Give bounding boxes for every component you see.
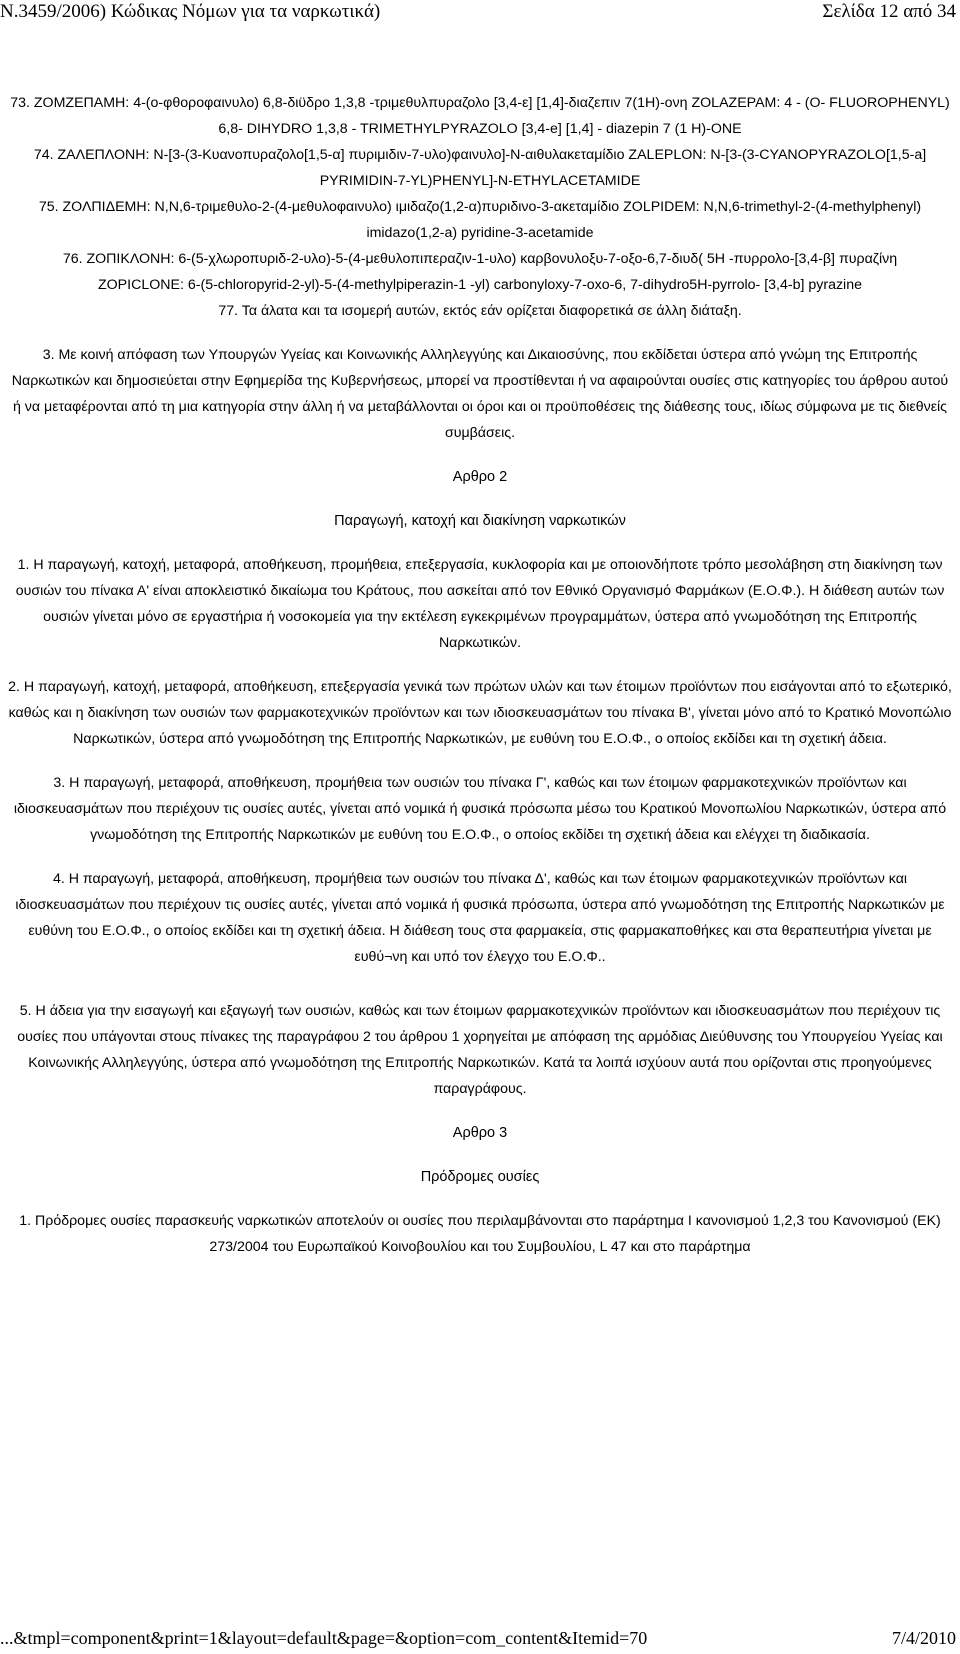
article-2-paragraph-4: 4. Η παραγωγή, μεταφορά, αποθήκευση, προμήθεια των ουσιών του πίνακα Δ', καθώς και των έτοιμων φαρμακοτεχνικών προϊόντων και ιδιοσκευασμάτων που περιέχουν τις ουσίες αυτές, γίνεται από νομικά ή φυσικά πρόσωπα, ύστερα από γνωμοδότηση της Επιτροπής Ναρκωτικών με ευθύνη του Ε.Ο.Φ., ο οποίος εκδίδει και τη σχετική άδεια. Η διάθεση τους στα φαρμακεία, στις φαρμακαποθήκες και στα θεραπευτήρια γίνεται με ευθύ¬νη και υπό τον έλεγχο του Ε.Ο.Φ.. <box>15 871 945 965</box>
paragraph-3: 3. Με κοινή απόφαση των Υπουργών Υγείας και Κοινωνικής Αλληλεγγύης και Δικαιοσύνης, που εκδίδεται ύστερα από γνώμη της Επιτροπής Ναρκωτικών και δημοσιεύεται στην Εφημερίδα της Κυβερνήσεως, μπορεί να προστίθενται ή να αφαιρούνται ουσίες στις κατηγορίες του άρθρου αυτού ή να μεταφέρονται από τη μια κατηγορία στην άλλη ή να μεταβάλλονται οι όροι και οι προϋποθέσεις της διάθεσης τους, ιδίως σύμφωνα με τις διεθνείς συμβάσεις. <box>11 347 949 441</box>
page-url: ...&tmpl=component&print=1&layout=default&page=&option=com_content&Itemid=70 <box>0 1628 648 1648</box>
page-header <box>0 0 960 30</box>
substance-75: 75. ΖΟΛΠΙΔΕΜΗ: Ν,Ν,6-τριμεθυλο-2-(4-μεθυλοφαινυλο) ιμιδαζο(1,2-α)πυριδινο-3-ακεταμίδιο ZOLPIDEM: N,N,6-trimethyl-2-(4-methylphenyl) imidazo(1,2-a) pyridine-3-acetamide <box>38 199 922 241</box>
article-2-paragraph-3: 3. Η παραγωγή, μεταφορά, αποθήκευση, προμήθεια των ουσιών του πίνακα Γ', καθώς και των έτοιμων φαρμακοτεχνικών προϊόντων και ιδιοσκευασμάτων που περιέχουν τις ουσίες αυτές, γίνεται από νομικά ή φυσικά πρόσωπα μέσω του Κρατικού Μονοπωλίου Ναρκωτικών, ύστερα από γνωμοδότηση της Επιτροπής Ναρκωτικών με ευθύνη του Ε.Ο.Φ., ο οποίος εκδίδει τη σχετική άδεια και ελέγχει τη διαδικασία. <box>13 775 947 843</box>
article-3-title: Αρθρο 3 <box>452 1125 508 1141</box>
substance-73: 73. ΖΟΜΖΕΠΑΜΗ: 4-(ο-φθοροφαινυλο) 6,8-διϋδρο 1,3,8 -τριμεθυλπυραζολο [3,4-ε] [1,4]-διαζεπιν 7(1Η)-ονη ZOLAZEPAM: 4 - (O- FLUOROPHENYL) 6,8- DIHYDRO 1,3,8 - TRIMETHYLPYRAZOLO [3,4-e] [1,4] - diazepin 7 (1 H)-ONE <box>10 95 950 137</box>
page-number: Σελίδα 12 από 34 <box>822 1 956 22</box>
document-title: N.3459/2006) Κώδικας Νόμων για τα ναρκωτικά) <box>0 1 381 22</box>
article-3-subtitle: Πρόδρομες ουσίες <box>420 1169 540 1185</box>
substance-76: 76. ΖΟΠΙΚΛΟΝΗ: 6-(5-χλωροπυριδ-2-υλο)-5-(4-μεθυλοπιπεραζιν-1-υλο) καρβονυλοξυ-7-οξο-6,7-διυδ( 5Η -πυρρολο-[3,4-β] πυραζίνη <box>62 251 898 267</box>
document-body <box>6 90 954 1260</box>
article-2-subtitle: Παραγωγή, κατοχή και διακίνηση ναρκωτικών <box>334 513 626 529</box>
substance-76-english: ZOPICLONE: 6-(5-chloropyrid-2-yl)-5-(4-methylpiperazin-1 -yl) carbonyloxy-7-oxo-6, 7-dihydro5H-pyrrolo- [3,4-b] pyrazine <box>97 277 862 293</box>
article-2-paragraph-5: 5. Η άδεια για την εισαγωγή και εξαγωγή των ουσιών, καθώς και των έτοιμων φαρμακοτεχνικών προϊόντων και ιδιοσκευασμάτων που περιέχουν τις ουσίες που υπάγονται στους πίνακες της παραγράφου 2 του άρθρου 1 χορηγείται με απόφαση της αρμόδιας Διεύθυνσης του Υπουργείου Υγείας και Κοινωνικής Αλληλεγγύης, ύστερα από γνωμοδότηση της Επιτροπής Ναρκωτικών. Κατά τα λοιπά ισχύουν αυτά που ορίζονται στις προηγούμενες παραγράφους. <box>17 1003 943 1097</box>
article-2-title: Αρθρο 2 <box>452 469 508 485</box>
print-date: 7/4/2010 <box>891 1628 956 1648</box>
article-2-paragraph-2: 2. Η παραγωγή, κατοχή, μεταφορά, αποθήκευση, επεξεργασία γενικά των πρώτων υλών και των έτοιμων προϊόντων που εισάγονται από το εξωτερικό, καθώς και η διακίνηση των ουσιών των φαρμακοτεχνικών προϊόντων και των ιδιοσκευασμάτων του πίνακα Β', γίνεται μόνο από το Κρατικό Μονοπώλιο Ναρκωτικών, ύστερα από γνωμοδότηση της Επιτροπής Ναρκωτικών, με ευθύνη του Ε.Ο.Φ., ο οποίος εκδίδει και τη σχετική άδεια. <box>8 679 952 747</box>
article-2-paragraph-1: 1. Η παραγωγή, κατοχή, μεταφορά, αποθήκευση, προμήθεια, επεξεργασία, κυκλοφορία και με οποιονδήποτε τρόπο μεσολάβηση στη διακίνηση των ουσιών του πίνακα Α' είναι αποκλειστικό δικαίωμα του Κράτους, που ασκείται από τον Εθνικό Οργανισμό Φαρμάκων (Ε.Ο.Φ.). Η διάθεση αυτών των ουσιών γίνεται μόνο σε εργαστήρια ή νοσοκομεία για την εκτέλεση εγκεκριμένων προγραμμάτων, ύστερα από γνωμοδότηση της Επιτροπής Ναρκωτικών. <box>15 557 945 651</box>
substance-77: 77. Τα άλατα και τα ισομερή αυτών, εκτός εάν ορίζεται διαφορετικά σε άλλη διάταξη. <box>218 303 742 319</box>
article-3-paragraph-1: 1. Πρόδρομες ουσίες παρασκευής ναρκωτικών αποτελούν οι ουσίες που περιλαμβάνονται στο παράρτημα Ι κανονισμού 1,2,3 του Κανονισμού (ΕΚ) 273/2004 του Ευρωπαϊκού Κοινοβουλίου και του Συμβουλίου, L 47 και στο παράρτημα <box>19 1213 941 1255</box>
page-footer <box>0 1626 960 1654</box>
substance-74: 74. ΖΑΛΕΠΛΟΝΗ: Ν-[3-(3-Κυανοπυραζολο[1,5-α] πυριμιδιν-7-υλο)φαινυλο]-Ν-αιθυλακεταμίδιο ZALEPLON: N-[3-(3-CYANOPYRAZOLO[1,5-a] PYRIMIDIN-7-YL)PHENYL]-N-ETHYLACETAMIDE <box>33 147 927 189</box>
